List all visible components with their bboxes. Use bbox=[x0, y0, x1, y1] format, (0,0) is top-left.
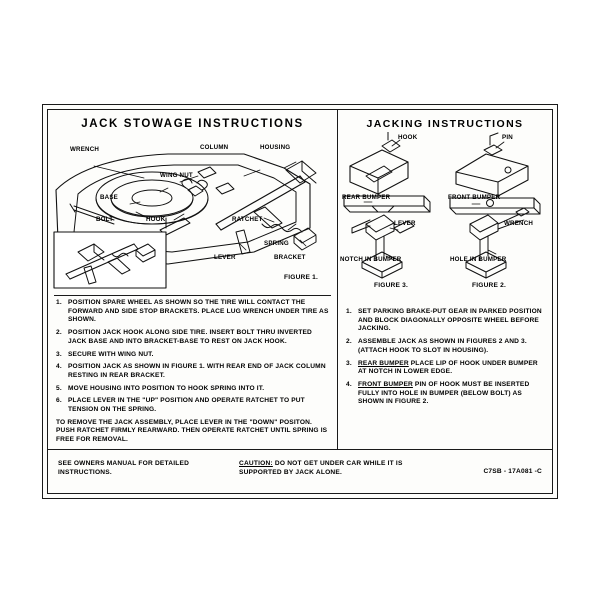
jacking-panel bbox=[338, 110, 552, 450]
step-text: SECURE WITH WING NUT. bbox=[68, 350, 154, 358]
step-number: 2. bbox=[56, 329, 62, 337]
callout-hook: HOOK bbox=[398, 134, 418, 141]
list-item bbox=[56, 385, 329, 394]
step-underlined-term: REAR BUMPER bbox=[358, 359, 409, 367]
jack-stowage-title: JACK STOWAGE INSTRUCTIONS bbox=[81, 118, 304, 130]
callout-wing-nut: WING NUT bbox=[160, 172, 193, 179]
callout-base: BASE bbox=[100, 194, 118, 201]
step-number: 5. bbox=[56, 384, 62, 392]
step-number: 2. bbox=[346, 338, 352, 346]
callout-ratchet: RATCHET bbox=[232, 216, 263, 223]
step-number: 3. bbox=[346, 359, 352, 367]
callout-wrench: WRENCH bbox=[70, 146, 100, 153]
step-underlined-term: FRONT BUMPER bbox=[358, 380, 413, 388]
figure-3-label: FIGURE 3. bbox=[374, 282, 409, 289]
removal-note bbox=[56, 419, 329, 445]
list-item bbox=[56, 351, 329, 360]
jack-stowage-panel bbox=[48, 110, 338, 450]
callout-bracket: BRACKET bbox=[274, 254, 306, 261]
list-item bbox=[56, 299, 329, 325]
caution-text: DO NOT GET UNDER CAR WHILE IT IS SUPPORTED BY JACK ALONE. bbox=[239, 460, 403, 477]
caution-label: CAUTION: bbox=[239, 460, 273, 467]
step-rest-text: PIN OF HOOK MUST BE INSERTED FULLY INTO HOLE IN BUMPER (BELOW BOLT) AS SHOWN IN FIGURE 2. bbox=[358, 380, 530, 406]
list-item bbox=[346, 308, 544, 334]
callout-pin: PIN bbox=[502, 134, 513, 141]
step-number: 4. bbox=[56, 363, 62, 371]
jacking-diagram-svg bbox=[338, 132, 544, 302]
figure-1-label: FIGURE 1. bbox=[284, 274, 319, 281]
list-item bbox=[346, 338, 544, 355]
step-text: POSITION SPARE WHEEL AS SHOWN SO THE TIRE WILL CONTACT THE FORWARD AND SIDE STOP BRACKETS. PLACE LUG WRENCH UNDER TIRE AS SHOWN. bbox=[68, 299, 329, 324]
callout-hook: HOOK bbox=[146, 216, 166, 223]
step-number: 4. bbox=[346, 380, 352, 388]
step-text: MOVE HOUSING INTO POSITION TO HOOK SPRING INTO IT. bbox=[68, 384, 265, 392]
jack-stowage-steps bbox=[48, 296, 337, 445]
callout-spring: SPRING bbox=[264, 240, 289, 247]
callout-column: COLUMN bbox=[200, 144, 229, 151]
callout-wrench: WRENCH bbox=[504, 220, 534, 227]
callout-housing: HOUSING bbox=[260, 144, 291, 151]
callout-rear-bumper: REAR BUMPER bbox=[342, 194, 391, 201]
figure-2-label: FIGURE 2. bbox=[472, 282, 507, 289]
step-text bbox=[358, 360, 544, 377]
decal-footer bbox=[48, 449, 552, 493]
step-number: 6. bbox=[56, 397, 62, 405]
callout-lever: LEVER bbox=[394, 220, 416, 227]
jack-stowage-illustration bbox=[48, 132, 337, 292]
decal-columns bbox=[48, 110, 552, 450]
callout-front-bumper: FRONT BUMPER bbox=[448, 194, 501, 201]
step-number: 1. bbox=[56, 299, 62, 306]
jacking-illustration bbox=[338, 132, 552, 302]
step-text: POSITION JACK HOOK ALONG SIDE TIRE. INSERT BOLT THRU INVERTED JACK BASE AND INTO BRACKET-BASE TO REST ON JACK HOOK. bbox=[68, 329, 312, 345]
caution-note bbox=[223, 459, 446, 477]
list-item bbox=[56, 363, 329, 380]
list-item bbox=[56, 397, 329, 414]
step-text: ASSEMBLE JACK AS SHOWN IN FIGURES 2 AND 3. (ATTACH HOOK TO SLOT IN HOUSING). bbox=[358, 338, 527, 354]
list-item bbox=[346, 381, 544, 407]
jacking-steps bbox=[338, 302, 552, 407]
step-text bbox=[358, 381, 544, 407]
callout-notch-in-bumper: NOTCH IN BUMPER bbox=[340, 256, 402, 263]
stowage-diagram-svg bbox=[48, 132, 336, 292]
step-text: PLACE LEVER IN THE "UP" POSITION AND OPERATE RATCHET TO PUT TENSION ON THE SPRING. bbox=[68, 397, 305, 414]
instruction-decal bbox=[42, 104, 558, 499]
decal-inner-border bbox=[47, 109, 553, 494]
step-text: SET PARKING BRAKE-PUT GEAR IN PARKED POSITION AND BLOCK DIAGONALLY OPPOSITE WHEEL BEFORE JACKING. bbox=[358, 308, 542, 333]
list-item bbox=[346, 360, 544, 377]
callout-lever: LEVER bbox=[214, 254, 236, 261]
removal-note-text: TO REMOVE THE JACK ASSEMBLY, PLACE LEVER IN THE "DOWN" POSITON. PUSH RATCHET FIRMLY REARWARD. THEN OPERATE RATCHET UNTIL SPRING IS FREE FOR REMOVAL. bbox=[56, 418, 328, 444]
owners-manual-note: SEE OWNERS MANUAL FOR DETAILED INSTRUCTIONS. bbox=[58, 460, 190, 477]
callout-bolt: BOLT bbox=[96, 216, 114, 223]
step-number: 1. bbox=[346, 308, 352, 315]
list-item bbox=[56, 329, 329, 346]
step-rest-text: PLACE LIP OF HOOK UNDER BUMPER AT NOTCH IN LOWER EDGE. bbox=[358, 359, 538, 376]
step-number: 3. bbox=[56, 350, 62, 358]
part-number: C7SB - 17A081 -C bbox=[483, 468, 542, 475]
callout-hole-in-bumper: HOLE IN BUMPER bbox=[450, 256, 507, 263]
step-text: POSITION JACK AS SHOWN IN FIGURE 1. WITH REAR END OF JACK COLUMN RESTING IN REAR BRACKET. bbox=[68, 363, 326, 379]
jacking-title: JACKING INSTRUCTIONS bbox=[366, 118, 524, 130]
